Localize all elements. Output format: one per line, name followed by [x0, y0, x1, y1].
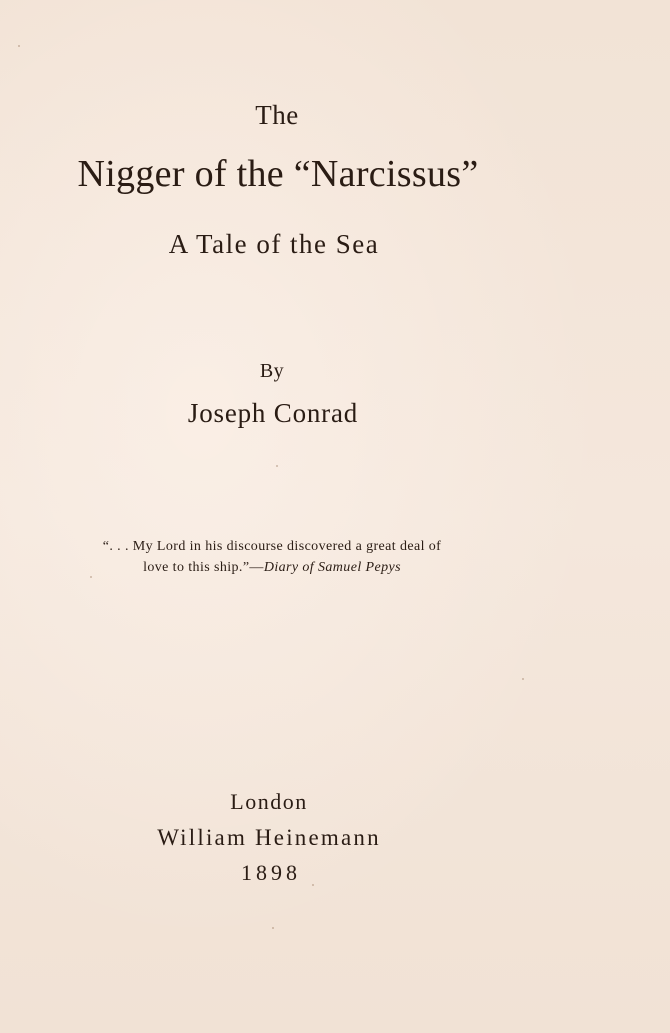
epigraph-text: love to this ship.”— [143, 560, 264, 575]
epigraph-line-1: “. . . My Lord in his discourse discovered a great deal of [102, 539, 442, 554]
paper-speck [276, 465, 278, 467]
imprint-year: 1898 [241, 860, 301, 885]
subtitle: A Tale of the Sea [168, 229, 380, 259]
paper-speck [272, 927, 274, 929]
imprint-publisher: William Heinemann [157, 825, 381, 850]
paper-speck [312, 884, 314, 886]
epigraph-source: Diary of Samuel Pepys [263, 560, 401, 575]
book-title: Nigger of the “Narcissus” [77, 153, 479, 195]
pre-title: The [255, 100, 299, 130]
epigraph-line-2 [143, 560, 401, 576]
paper-speck [18, 45, 20, 47]
author-name: Joseph Conrad [187, 398, 359, 428]
paper-speck [90, 576, 92, 578]
paper-speck [522, 678, 524, 680]
imprint-city: London [230, 789, 308, 814]
by-line: By [259, 360, 285, 382]
